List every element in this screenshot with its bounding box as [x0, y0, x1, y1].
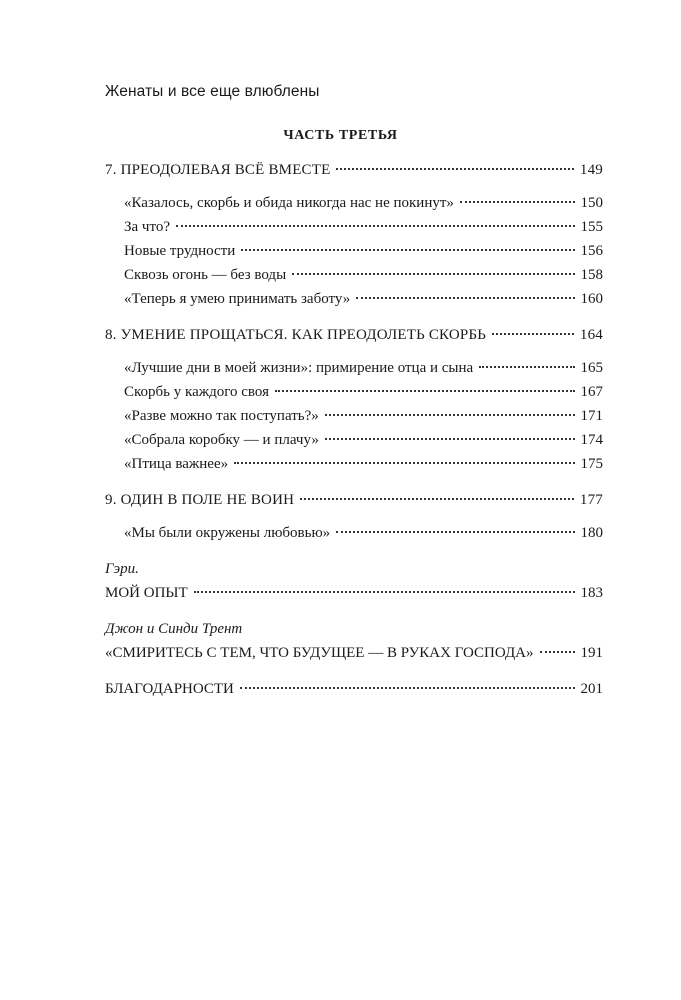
page-number: 155 [580, 219, 603, 235]
dot-leader [176, 224, 575, 227]
table-of-contents [105, 158, 603, 701]
page-number: 175 [580, 456, 603, 472]
essay-title: МОЙ ОПЫТ [105, 585, 188, 601]
toc-acknowledgments[interactable] [105, 677, 603, 701]
page-number: 158 [580, 267, 603, 283]
page-number: 171 [580, 408, 603, 424]
dot-leader [540, 650, 575, 653]
dot-leader [325, 413, 575, 416]
page-number: 164 [579, 327, 603, 343]
item-title: «Казалось, скорбь и обида никогда нас не покинут» [124, 195, 454, 211]
toc-item[interactable] [105, 263, 603, 287]
toc-chapter-9[interactable] [105, 488, 603, 512]
running-head: Женаты и все еще влюблены [105, 83, 320, 100]
dot-leader [292, 272, 574, 275]
dot-leader [336, 167, 573, 170]
toc-essay-1[interactable] [105, 581, 603, 605]
item-title: Новые трудности [124, 243, 236, 259]
page-number: 177 [579, 492, 603, 508]
chapter-title: 9. ОДИН В ПОЛЕ НЕ ВОИН [105, 492, 295, 508]
toc-item[interactable] [105, 356, 603, 380]
page-number: 201 [580, 681, 603, 697]
essay-author: Джон и Синди Трент [105, 621, 243, 637]
toc-chapter-7[interactable] [105, 158, 603, 182]
item-title: «Птица важнее» [124, 456, 229, 472]
dot-leader [325, 437, 575, 440]
page-number: 174 [580, 432, 603, 448]
chapter-title: 8. УМЕНИЕ ПРОЩАТЬСЯ. КАК ПРЕОДОЛЕТЬ СКОРБЬ [105, 327, 487, 343]
dot-leader [240, 686, 575, 689]
dot-leader [492, 332, 574, 335]
dot-leader [300, 497, 574, 500]
part-title: ЧАСТЬ ТРЕТЬЯ [283, 128, 398, 143]
item-title: «Мы были окружены любовью» [124, 525, 331, 541]
toc-item[interactable] [105, 452, 603, 476]
essay-author: Гэри. [105, 561, 139, 577]
page-number: 150 [580, 195, 603, 211]
page-number: 156 [580, 243, 603, 259]
essay-title: «СМИРИТЕСЬ С ТЕМ, ЧТО БУДУЩЕЕ — В РУКАХ ГОСПОДА» [105, 645, 534, 661]
item-title: «Собрала коробку — и плачу» [124, 432, 319, 448]
toc-item[interactable] [105, 191, 603, 215]
chapter-title: 7. ПРЕОДОЛЕВАЯ ВСЁ ВМЕСТЕ [105, 162, 331, 178]
item-title: Сквозь огонь — без воды [124, 267, 287, 283]
dot-leader [336, 530, 574, 533]
toc-item[interactable] [105, 380, 603, 404]
page-number: 160 [580, 291, 603, 307]
dot-leader [275, 389, 575, 392]
acknowledgments-title: БЛАГОДАРНОСТИ [105, 681, 234, 697]
item-title: «Теперь я умею принимать заботу» [124, 291, 351, 307]
page-number: 167 [580, 384, 603, 400]
toc-item[interactable] [105, 521, 603, 545]
toc-chapter-8[interactable] [105, 323, 603, 347]
dot-leader [479, 365, 574, 368]
page-number: 180 [580, 525, 603, 541]
item-title: Скорбь у каждого своя [124, 384, 269, 400]
toc-item[interactable] [105, 239, 603, 263]
dot-leader [241, 248, 574, 251]
toc-item[interactable] [105, 287, 603, 311]
toc-item[interactable] [105, 404, 603, 428]
toc-item[interactable] [105, 428, 603, 452]
page-number: 149 [579, 162, 603, 178]
toc-item[interactable] [105, 215, 603, 239]
item-title: За что? [124, 219, 170, 235]
dot-leader [234, 461, 574, 464]
page-number: 183 [580, 585, 603, 601]
page-number: 165 [580, 360, 603, 376]
dot-leader [460, 200, 575, 203]
item-title: «Лучшие дни в моей жизни»: примирение отца и сына [124, 360, 474, 376]
page-number: 191 [580, 645, 603, 661]
item-title: «Разве можно так поступать?» [124, 408, 319, 424]
dot-leader [194, 590, 575, 593]
toc-essay-2[interactable] [105, 641, 603, 665]
dot-leader [356, 296, 574, 299]
